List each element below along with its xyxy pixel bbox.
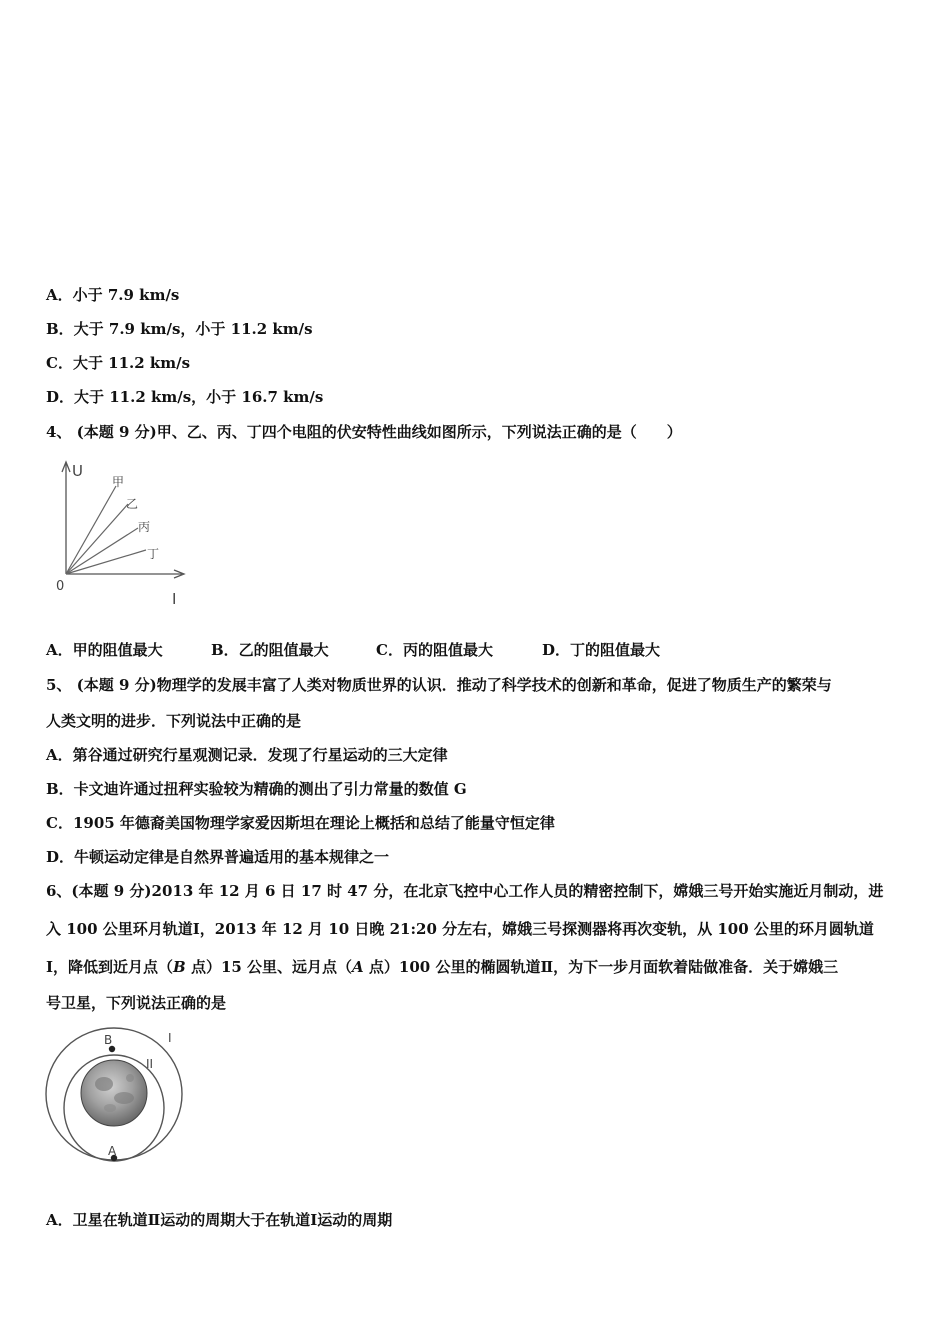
q5-stem-line2: 人类文明的进步．下列说法中正确的是: [46, 712, 302, 730]
label-bing: 丙: [138, 520, 151, 534]
q4-stem: 4、 (本题 9 分)甲、乙、丙、丁四个电阻的伏安特性曲线如图所示，下列说法正确的是（ ）: [46, 423, 682, 441]
label-orbit-1: I: [168, 1031, 172, 1045]
line-yi: [66, 504, 128, 574]
q4-option-d: D．丁的阻值最大: [542, 641, 661, 659]
label-a: A: [108, 1144, 117, 1158]
q6-stem-line2: 入 100 公里环月轨道Ⅰ，2013 年 12 月 10 日晚 21:20 分左右，嫦娥三号探测器将再次变轨，从 100 公里的环月圆轨道: [46, 920, 874, 938]
q4-iv-graph: [50, 458, 190, 610]
q6-orbit-diagram: [42, 1026, 188, 1166]
q6-stem-line4: 号卫星，下列说法正确的是: [46, 994, 227, 1012]
q3-option-c: C．大于 11.2 km/s: [46, 354, 191, 372]
label-yi: 乙: [126, 497, 139, 511]
label-ding: 丁: [147, 547, 160, 561]
origin-label: 0: [56, 579, 65, 594]
q6-stem-line3: Ⅰ，降低到近月点（B 点）15 公里、远月点（A 点）100 公里的椭圆轨道Ⅱ，为下一步月面软着陆做准备．关于嫦娥三: [46, 958, 839, 976]
q4-option-a: A．甲的阻值最大: [46, 641, 163, 659]
label-b: B: [104, 1033, 113, 1047]
q3-option-b: B．大于 7.9 km/s，小于 11.2 km/s: [46, 320, 313, 338]
q4-options: [46, 640, 660, 660]
q6-stem-line1: 6、(本题 9 分)2013 年 12 月 6 日 17 时 47 分，在北京飞控中心工作人员的精密控制下，嫦娥三号开始实施近月制动，进: [46, 882, 884, 900]
q5-option-c: C．1905 年德裔美国物理学家爱因斯坦在理论上概括和总结了能量守恒定律: [46, 814, 555, 832]
q5-option-a: A．第谷通过研究行星观测记录．发现了行星运动的三大定律: [46, 746, 448, 764]
q3-option-d: D．大于 11.2 km/s，小于 16.7 km/s: [46, 388, 324, 406]
q4-option-b: B．乙的阻值最大: [211, 641, 329, 659]
moon-icon: [81, 1060, 147, 1126]
q3-option-a: A．小于 7.9 km/s: [46, 286, 180, 304]
i-axis-label: I: [172, 590, 177, 608]
q6-option-a: A．卫星在轨道Ⅱ运动的周期大于在轨道Ⅰ运动的周期: [46, 1211, 393, 1229]
q4-option-c: C．丙的阻值最大: [376, 641, 493, 659]
q5-stem-line1: 5、 (本题 9 分)物理学的发展丰富了人类对物质世界的认识．推动了科学技术的创新和革命，促进了物质生产的繁荣与: [46, 676, 832, 694]
q5-option-d: D．牛顿运动定律是自然界普遍适用的基本规律之一: [46, 848, 390, 866]
line-bing: [66, 528, 138, 574]
q5-option-b: B．卡文迪许通过扭秤实验较为精确的测出了引力常量的数值 G: [46, 780, 467, 798]
u-axis-label: U: [72, 462, 83, 480]
label-jia: 甲: [112, 475, 125, 489]
label-orbit-2: II: [146, 1057, 154, 1071]
